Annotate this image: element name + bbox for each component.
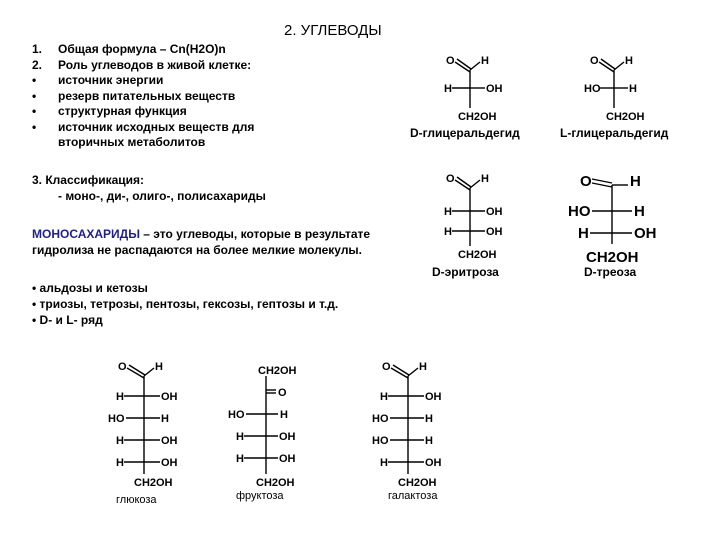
list-item: • резерв питательных веществ [32,88,236,103]
svg-text:H: H [444,83,452,95]
list-item: • триозы, тетрозы, пентозы, гексозы, гептозы и т.д. [32,297,339,311]
d-threose-structure [566,166,676,266]
classification-block [32,172,266,204]
svg-text:H: H [280,409,288,421]
caption-l-glyceraldehyde: L-глицеральдегид [560,126,669,140]
caption-d-erythrose: D-эритроза [432,265,499,279]
svg-text:H: H [236,431,244,443]
list-item: • альдозы и кетозы [32,281,148,295]
monosaccharide-term: МОНОСАХАРИДЫ [32,227,140,241]
svg-text:H: H [425,413,433,425]
caption-galactose: галактоза [388,490,438,502]
svg-text:HO: HO [108,413,125,425]
svg-text:H: H [425,435,433,447]
svg-text:CH2OH: CH2OH [258,365,297,377]
svg-text:H: H [481,173,489,185]
svg-text:H: H [116,435,124,447]
svg-text:OH: OH [425,457,442,469]
svg-text:CH2OH: CH2OH [606,111,645,123]
svg-text:H: H [380,457,388,469]
caption-glucose: глюкоза [116,494,157,506]
roles-list [32,42,254,151]
svg-text:HO: HO [568,203,591,220]
list-item: • источник энергии [32,73,164,87]
svg-text:HO: HO [584,83,601,95]
list-item-continuation: вторичных метаболитов [58,135,206,149]
caption-d-glyceraldehyde: D-глицеральдегид [410,126,520,140]
svg-text:H: H [634,203,645,220]
svg-text:HO: HO [372,413,389,425]
monosaccharide-definition-text: – это углеводы, которые в результате [139,227,371,241]
svg-text:OH: OH [161,391,178,403]
monosaccharide-definition-line2: гидролиза не распадаются на более мелкие молекулы. [32,243,363,257]
monosaccharide-types [32,280,338,328]
galactose-structure [370,356,460,491]
svg-text:O: O [590,55,599,67]
classification-line: - моно-, ди-, олиго-, полисахариды [58,189,266,203]
svg-text:H: H [578,225,589,242]
svg-text:O: O [118,361,127,373]
list-item: 1. Общая формула – Cn(H2O)n [32,42,226,56]
svg-text:H: H [625,55,633,67]
svg-text:H: H [444,206,452,218]
list-item: • D- и L- ряд [32,313,103,327]
svg-text:H: H [236,453,244,465]
svg-text:HO: HO [372,435,389,447]
svg-text:OH: OH [486,83,503,95]
list-item: • структурная функция [32,104,187,118]
svg-text:OH: OH [425,391,442,403]
svg-text:H: H [155,361,163,373]
monosaccharide-definition [32,226,370,258]
l-glyceraldehyde-structure [580,50,660,125]
svg-text:H: H [481,55,489,67]
svg-text:HO: HO [228,409,245,421]
d-glyceraldehyde-structure [440,50,520,125]
svg-text:H: H [161,413,169,425]
svg-text:H: H [630,173,641,190]
svg-text:O: O [382,361,391,373]
svg-text:O: O [278,387,287,399]
svg-text:H: H [444,226,452,238]
svg-text:OH: OH [279,431,296,443]
caption-d-threose: D-треоза [584,265,637,279]
page-title: 2. УГЛЕВОДЫ [284,22,382,39]
svg-text:CH2OH: CH2OH [586,249,639,266]
svg-text:OH: OH [161,457,178,469]
svg-text:H: H [629,83,637,95]
svg-text:H: H [116,457,124,469]
svg-text:OH: OH [634,225,657,242]
svg-text:O: O [446,173,455,185]
fructose-structure [226,362,316,492]
list-item: • источник исходных веществ для [32,119,255,134]
svg-text:OH: OH [279,453,296,465]
d-erythrose-structure [440,168,520,263]
svg-text:OH: OH [486,226,503,238]
svg-text:H: H [380,391,388,403]
caption-fructose: фруктоза [236,490,284,502]
svg-text:O: O [446,55,455,67]
classification-heading: 3. Классификация: [32,173,144,187]
svg-text:OH: OH [486,206,503,218]
svg-text:CH2OH: CH2OH [134,477,173,489]
svg-text:CH2OH: CH2OH [256,477,295,489]
svg-text:OH: OH [161,435,178,447]
svg-text:H: H [419,361,427,373]
svg-text:O: O [580,173,592,190]
glucose-structure [106,356,196,496]
list-item: 2. Роль углеводов в живой клетке: [32,57,252,72]
svg-text:CH2OH: CH2OH [458,249,497,261]
svg-text:CH2OH: CH2OH [458,111,497,123]
svg-text:H: H [116,391,124,403]
svg-text:CH2OH: CH2OH [398,477,437,489]
